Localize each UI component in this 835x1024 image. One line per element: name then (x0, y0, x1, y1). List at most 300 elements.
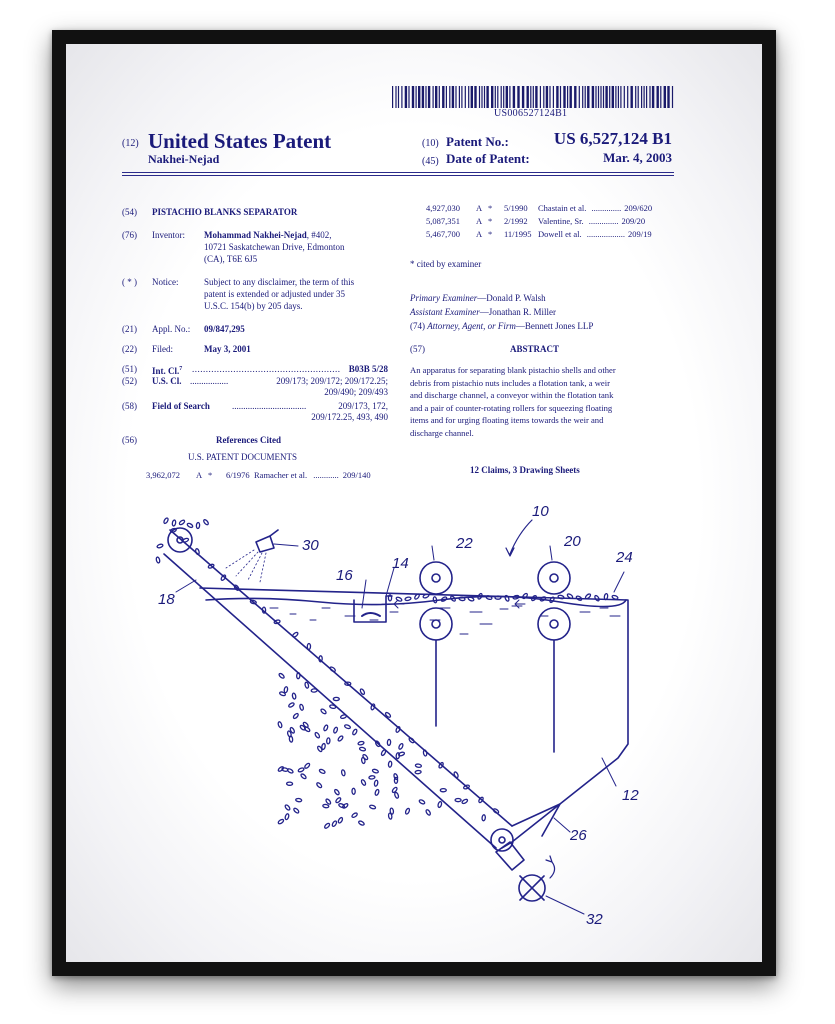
barcode-bar (612, 86, 614, 108)
pistachio-particle (369, 775, 375, 779)
barcode-bar (455, 86, 456, 108)
barcode-bar (501, 86, 502, 108)
pistachio-particle (352, 788, 355, 794)
pistachio-particle (278, 819, 285, 825)
citation-row (426, 228, 652, 240)
barcode-bar (585, 86, 586, 108)
pistachio-particle (440, 789, 446, 792)
primary-examiner-label: Primary Examiner (410, 293, 478, 303)
field-76-code: (76) (122, 230, 137, 240)
ref-24: 24 (616, 549, 633, 566)
pistachio-particle (287, 782, 293, 785)
pistachio-particles (156, 517, 619, 829)
pistachio-particle (459, 597, 465, 601)
pistachio-particle (282, 767, 289, 771)
int-cl-sup: 7 (179, 366, 183, 372)
barcode-bar (560, 86, 561, 108)
pistachio-particle (293, 713, 299, 720)
barcode-bar (392, 86, 393, 108)
citation-date: 5/1990 (504, 203, 528, 213)
field-of-search-dots: ................................. (232, 401, 307, 411)
abstract-line: items and for urging floating items towards the weir and (410, 415, 604, 425)
code-45: (45) (422, 156, 439, 167)
citation-date: 6/1976 (226, 470, 250, 480)
citation-class: 209/140 (342, 470, 371, 480)
pistachio-particle (311, 689, 317, 693)
ref-16: 16 (336, 567, 353, 584)
pistachio-particle (344, 724, 351, 729)
barcode-bar (491, 86, 493, 108)
pistachio-particle (398, 743, 404, 750)
barcode-bar (649, 86, 650, 108)
citation-number: 3,962,072 (146, 470, 180, 480)
pistachio-particle (455, 799, 461, 802)
barcode-bar (422, 86, 424, 108)
barcode-bar (603, 86, 604, 108)
pistachio-particle (453, 771, 459, 778)
abstract-line: debris from pistachio nuts includes a flotation tank, a weir (410, 377, 610, 388)
pistachio-particle (331, 820, 337, 827)
pistachio-particle (296, 798, 302, 802)
barcode-bar (533, 86, 534, 108)
pistachio-particle (195, 548, 200, 555)
pistachio-particle (316, 782, 323, 789)
citation-star: * (488, 216, 493, 226)
barcode-bar (418, 86, 420, 108)
field-56-code: (56) (122, 435, 137, 445)
citation-inventor: Dowell et al. (538, 229, 582, 239)
ref-10: 10 (532, 503, 549, 520)
barcode-bar (522, 86, 524, 108)
abstract-body (410, 364, 672, 439)
pistachio-particle (437, 801, 442, 808)
attorney-label: Attorney, Agent, or Firm (427, 321, 516, 331)
barcode-bar (549, 86, 550, 108)
citation-class: 209/20 (621, 216, 646, 226)
barcode-bar (509, 86, 510, 108)
pistachio-particle (304, 763, 311, 770)
field-57-code: (57) (410, 344, 425, 354)
notice-line-3: U.S.C. 154(b) by 205 days. (204, 301, 303, 311)
barcode-bar (479, 86, 480, 108)
pistachio-particle (425, 809, 431, 816)
inventor-line-2: 10721 Saskatchewan Drive, Edmonton (204, 242, 345, 252)
pistachio-particle (358, 741, 365, 745)
field-58-code: (58) (122, 401, 137, 411)
pistachio-particle (307, 643, 310, 649)
citation-kind: A (476, 203, 483, 213)
barcode-bar (530, 86, 531, 108)
barcode-bar (664, 86, 666, 108)
field-21-code: (21) (122, 324, 137, 334)
citation-dots: ............ (313, 470, 339, 480)
notice-label: Notice: (152, 277, 179, 287)
barcode-bar (416, 86, 417, 108)
citation-star: * (208, 470, 213, 480)
pistachio-particle (369, 805, 376, 810)
barcode-bar (486, 86, 488, 108)
barcode-bar (627, 86, 628, 108)
date-of-patent: Mar. 4, 2003 (603, 150, 672, 165)
pistachio-particle (323, 804, 329, 808)
barcode-bar (503, 86, 504, 108)
ref-14: 14 (392, 555, 409, 572)
pistachio-particle (419, 799, 426, 805)
pistachio-particle (288, 702, 295, 708)
citation-row (146, 469, 371, 481)
pistachio-particle (415, 764, 421, 768)
pistachio-particle (300, 773, 307, 779)
us-cl-label: U.S. Cl. (152, 376, 182, 386)
pistachio-particle (163, 517, 169, 524)
barcode-bar (641, 86, 642, 108)
inventor-unit: , #402, (306, 230, 332, 240)
sprayer-head (256, 536, 274, 552)
pistachio-particle (405, 808, 410, 815)
pistachio-particle (433, 597, 437, 604)
patent-number: US 6,527,124 B1 (553, 129, 672, 148)
filed-value: May 3, 2001 (204, 344, 251, 354)
barcode-bar (442, 86, 444, 108)
flow-arrow-right (515, 600, 525, 608)
field-22-code: (22) (122, 344, 137, 354)
appl-no-value: 09/847,295 (204, 324, 245, 334)
code-10: (10) (422, 138, 439, 149)
barcode-bar (595, 86, 596, 108)
pistachio-particle (293, 807, 300, 813)
header-rule-top (122, 172, 674, 173)
ref-18: 18 (158, 591, 175, 608)
pistachio-particle (187, 523, 194, 529)
barcode-bar (667, 86, 669, 108)
roller-20-lower-hub (550, 620, 558, 628)
pistachio-particle (326, 738, 330, 744)
pistachio-particle (337, 735, 343, 742)
barcode-bar (582, 86, 583, 108)
inventor-line-3: (CA), T6E 6J5 (204, 254, 258, 264)
ref-26: 26 (570, 827, 587, 844)
notice-line-2: patent is extended or adjusted under 35 (204, 289, 345, 299)
citation-date: 11/1995 (504, 229, 532, 239)
citation-number: 5,467,700 (426, 229, 460, 239)
discharge-chute (496, 842, 524, 870)
pistachio-particle (361, 779, 367, 786)
citation-row (426, 202, 652, 214)
ref-22: 22 (456, 535, 473, 552)
barcode-bar (657, 86, 659, 108)
barcode-bar (398, 86, 399, 108)
pistachio-particle (329, 705, 336, 709)
pistachio-particle (179, 519, 186, 525)
pistachio-particle (395, 726, 400, 733)
pistachio-particle (461, 798, 468, 804)
pistachio-particle (157, 543, 164, 548)
pistachio-particle (278, 721, 283, 728)
barcode-bar (405, 86, 407, 108)
field-of-search-line-2: 209/172.25, 493, 490 (311, 412, 388, 422)
pistachio-particle (390, 808, 394, 814)
roller-supports (436, 640, 554, 752)
notice-line-1: Subject to any disclaimer, the term of this (204, 277, 355, 287)
pistachio-particle (324, 823, 331, 829)
pistachio-particle (292, 632, 299, 638)
pistachio-particle (423, 750, 427, 756)
barcode-bar (672, 86, 673, 108)
pistachio-particle (284, 686, 288, 693)
barcode-bar (395, 86, 396, 108)
barcode-bar (408, 86, 409, 108)
us-cl-line-1: 209/173; 209/172; 209/172.25; (276, 376, 388, 386)
citation-kind: A (196, 470, 203, 480)
barcode-bar (401, 86, 402, 108)
abstract-line: and discharge channel, a conveyor within the flotation tank (410, 390, 614, 400)
citation-class: 209/620 (624, 203, 653, 213)
barcode-bar (574, 86, 576, 108)
pistachio-particle (340, 714, 347, 719)
pistachio-particle (278, 673, 285, 679)
weir-channel (354, 596, 392, 622)
barcode-bar (459, 86, 460, 108)
citation-row (426, 215, 645, 227)
citation-dots: .............. (591, 203, 622, 213)
barcode-bar (598, 86, 599, 108)
barcode-bar (618, 86, 619, 108)
barcode-bar (446, 86, 447, 108)
pistachio-particle (302, 722, 308, 729)
barcode-bar (638, 86, 639, 108)
primary-examiner-name: —Donald P. Walsh (477, 293, 546, 303)
code-12: (12) (122, 138, 139, 149)
barcode-bar (652, 86, 654, 108)
citation-date: 2/1992 (504, 216, 528, 226)
pistachio-particle (493, 808, 500, 814)
field-of-search-line-1: 209/173, 172, (338, 401, 388, 411)
barcode-bar (644, 86, 645, 108)
primary-examiner (410, 292, 546, 304)
attorney-name: —Bennett Jones LLP (515, 321, 594, 331)
barcode-bar (517, 86, 519, 108)
rotary-valve-vanes (520, 876, 544, 900)
field-52-code: (52) (122, 376, 137, 386)
pistachio-particle (394, 792, 399, 799)
roller-20-upper-hub (550, 574, 558, 582)
pistachio-particle (352, 729, 358, 736)
pistachio-particle (495, 596, 501, 599)
barcode-graphic (392, 86, 674, 108)
roller-22-upper-hub (432, 574, 440, 582)
pistachio-particle (333, 727, 338, 734)
barcode-bar (605, 86, 607, 108)
barcode-bar (452, 86, 454, 108)
barcode-bar (635, 86, 636, 108)
us-patent-documents-heading: U.S. PATENT DOCUMENTS (188, 452, 298, 462)
rotation-arrow (546, 856, 555, 878)
pistachio-particle (388, 761, 392, 767)
barcode-bar (465, 86, 466, 108)
pistachio-particle (387, 739, 391, 745)
pistachio-particle (156, 557, 161, 564)
pistachio-particle (372, 769, 379, 774)
patent-no-label: Patent No.: (446, 134, 509, 149)
pistachio-particle (341, 770, 345, 777)
roller-22-lower-hub (432, 620, 440, 628)
patent-heading: United States Patent (148, 129, 332, 153)
pistachio-particle (594, 595, 600, 602)
barcode-bar (660, 86, 661, 108)
int-cl-dots: ...................................................... (192, 364, 341, 374)
barcode-bar (471, 86, 473, 108)
citation-number: 4,927,030 (426, 203, 460, 213)
barcode-bar (615, 86, 616, 108)
barcode-bar (553, 86, 554, 108)
pistachio-particle (334, 789, 340, 796)
us-cl-dots: ................. (190, 376, 229, 386)
barcode-bar (513, 86, 515, 108)
pistachio-particle (320, 708, 327, 714)
patent-title: PISTACHIO BLANKS SEPARATOR (152, 207, 298, 217)
citation-dots: .................. (586, 229, 626, 239)
tank-wall (200, 588, 628, 848)
barcode-bar (439, 86, 440, 108)
abstract-line: and a pair of counter-rotating rollers for squeezing floating (410, 402, 613, 413)
pistachio-particle (284, 804, 290, 811)
citation-star: * (488, 229, 493, 239)
sprayer-pipe (270, 530, 278, 536)
barcode-bar (484, 86, 485, 108)
barcode-bar (412, 86, 414, 108)
barcode-bar (468, 86, 469, 108)
citation-inventor: Valentine, Sr. (538, 216, 584, 226)
inventor-label: Inventor: (152, 230, 185, 240)
barcode-bar (579, 86, 580, 108)
citation-inventor: Chastain et al. (538, 203, 587, 213)
citation-class: 209/19 (628, 229, 652, 239)
cited-by-examiner: * cited by examiner (410, 259, 482, 269)
field-74-code: (74) (410, 321, 425, 331)
barcode-bar (474, 86, 476, 108)
pistachio-particle (374, 789, 379, 796)
barcode-bar (631, 86, 633, 108)
barcode-bar (592, 86, 594, 108)
ref-32: 32 (586, 911, 603, 928)
barcode-bar (624, 86, 625, 108)
barcode-bar (497, 86, 498, 108)
barcode-bar (563, 86, 565, 108)
pistachio-particle (337, 817, 343, 824)
pistachio-particle (172, 520, 176, 527)
barcode-bar (600, 86, 601, 108)
pistachio-particle (323, 725, 328, 732)
filed-label: Filed: (152, 344, 174, 354)
pistachio-particle (362, 754, 368, 761)
assistant-examiner-name: —Jonathan R. Miller (479, 307, 556, 317)
pistachio-particle (298, 767, 305, 772)
inventor-name: Mohammad Nakhei-Nejad (204, 230, 307, 240)
citation-number: 5,087,351 (426, 216, 460, 226)
inventor-line-1 (204, 229, 332, 241)
date-of-patent-label: Date of Patent: (446, 151, 530, 166)
barcode-bar (646, 86, 647, 108)
ref-30: 30 (302, 537, 319, 554)
pistachio-particle (203, 519, 209, 526)
barcode-bar (556, 86, 558, 108)
barcode-bar (609, 86, 610, 108)
barcode-bar (495, 86, 496, 108)
barcode-bar (506, 86, 508, 108)
barcode-bar (481, 86, 482, 108)
pistachio-particle (321, 743, 325, 750)
citation-star: * (488, 203, 493, 213)
pistachio-particle (319, 769, 326, 775)
barcode-bar (546, 86, 548, 108)
pistachio-particle (196, 522, 200, 528)
pistachio-particle (335, 797, 342, 804)
claims-summary: 12 Claims, 3 Drawing Sheets (470, 465, 580, 475)
pistachio-particle (351, 812, 358, 818)
pistachio-particle (374, 780, 378, 787)
field-51-code: (51) (122, 364, 137, 374)
appl-no-label: Appl. No.: (152, 324, 191, 334)
pistachio-particle (604, 593, 608, 599)
barcode-bar (543, 86, 544, 108)
pistachio-particle (285, 813, 290, 820)
citation-inventor: Ramacher et al. (254, 470, 308, 480)
pistachio-particle (359, 747, 366, 752)
pistachio-particle (329, 666, 336, 672)
conveyor-lower-hub (499, 837, 505, 843)
header-rule-bottom (122, 175, 674, 176)
us-cl-line-2: 209/490; 209/493 (324, 387, 388, 397)
barcode-bar (433, 86, 434, 108)
barcode-bar (567, 86, 568, 108)
patent-drawing (140, 496, 660, 936)
pistachio-particle (405, 597, 412, 601)
barcode-bar (449, 86, 450, 108)
pistachio-particle (381, 749, 387, 756)
barcode-bar (535, 86, 537, 108)
inventor-surname: Nakhei-Nejad (148, 152, 220, 166)
barcode-bar (527, 86, 529, 108)
abstract-line: An apparatus for separating blank pistachio shells and other (410, 365, 616, 375)
assistant-examiner-label: Assistant Examiner (410, 307, 480, 317)
field-of-search-label: Field of Search (152, 401, 210, 411)
pistachio-particle (415, 770, 421, 774)
barcode-bar (570, 86, 572, 108)
citation-kind: A (476, 229, 483, 239)
roller-20-lower (538, 608, 570, 640)
barcode-number: US006527124B1 (494, 108, 568, 119)
citation-kind: A (476, 216, 483, 226)
attorney-line (410, 320, 593, 332)
pistachio-particle (314, 732, 320, 739)
ref-20: 20 (564, 533, 581, 550)
abstract-line: discharge channel. (410, 427, 474, 438)
pistachio-particle (396, 753, 400, 759)
spray-mist (226, 550, 266, 582)
pistachio-particle (358, 820, 365, 826)
barcode-bar (540, 86, 541, 108)
barcode-bar (587, 86, 589, 108)
abstract-heading: ABSTRACT (510, 344, 560, 354)
ref-12: 12 (622, 787, 639, 804)
references-cited-heading: References Cited (216, 435, 282, 445)
assembly-arrow (506, 520, 532, 556)
field-54-code: (54) (122, 207, 137, 217)
citation-dots: .............. (588, 216, 619, 226)
pistachio-particle (333, 697, 339, 700)
barcode-bar (620, 86, 621, 108)
pistachio-particle (408, 737, 415, 743)
